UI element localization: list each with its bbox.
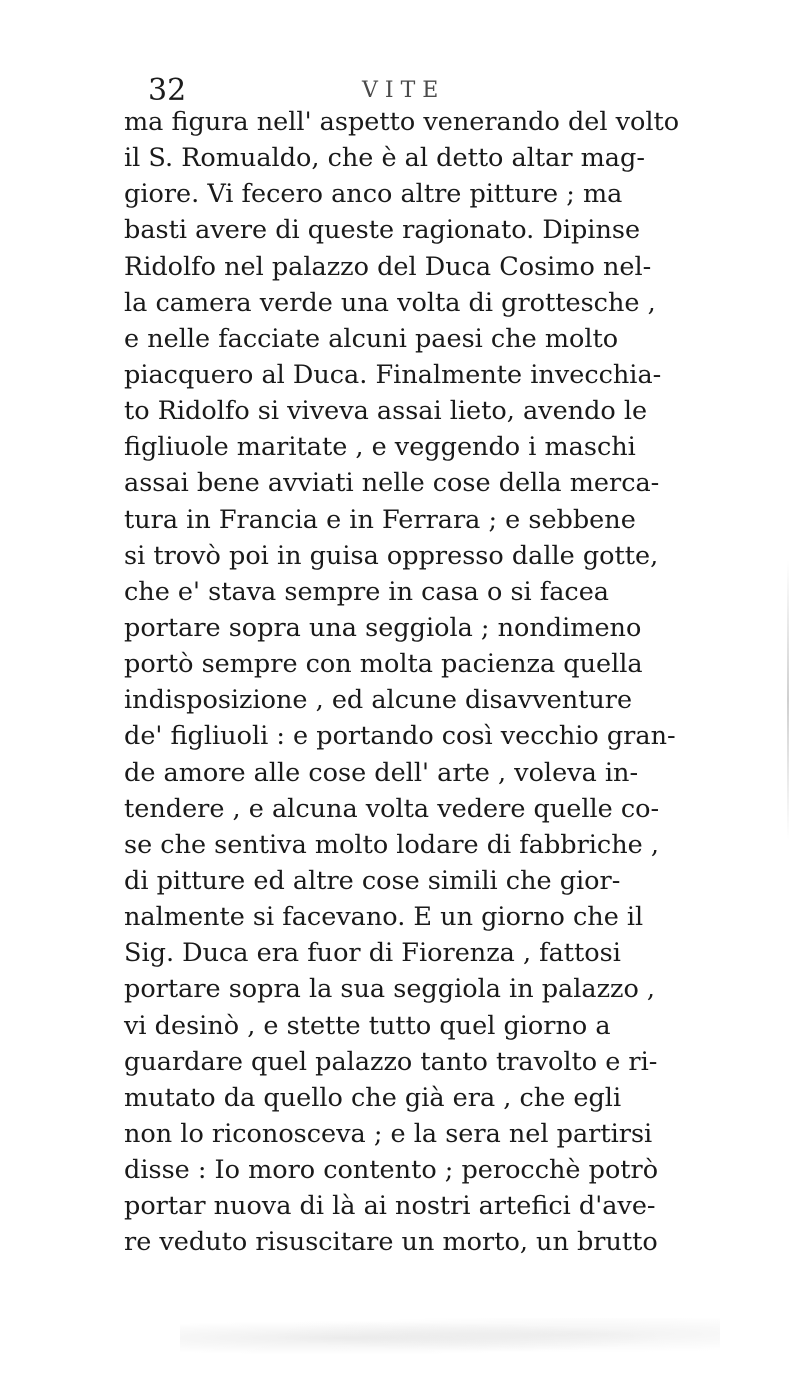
text-line: che e' stava sempre in casa o si facea xyxy=(124,576,610,607)
running-head: VITE xyxy=(362,78,446,103)
text-line: giore. Vi fecero anco altre pitture ; ma xyxy=(124,179,623,210)
text-line: il S. Romualdo, che è al detto altar mag- xyxy=(124,143,645,174)
text-line: vi desinò , e stette tutto quel giorno a xyxy=(124,1010,611,1041)
text-line: basti avere di queste ragionato. Dipinse xyxy=(124,215,641,246)
text-line: Sig. Duca era fuor di Fiorenza , fattosi xyxy=(124,938,621,969)
text-line: portar nuova di là ai nostri artefici d'ave- xyxy=(124,1191,656,1222)
text-line: non lo riconosceva ; e la sera nel partirsi xyxy=(124,1118,653,1149)
text-line: tendere , e alcuna volta vedere quelle co- xyxy=(124,793,660,824)
text-line: si trovò poi in guisa oppresso dalle gotte, xyxy=(124,540,659,571)
text-line: la camera verde una volta di grottesche , xyxy=(124,287,656,318)
text-line: ma figura nell' aspetto venerando del volto xyxy=(124,107,680,137)
text-line: piacquero al Duca. Finalmente invecchia- xyxy=(124,359,662,390)
text-line: se che sentiva molto lodare di fabbriche , xyxy=(124,829,659,860)
text-line: to Ridolfo si viveva assai lieto, avendo le xyxy=(124,396,648,427)
text-line: portare sopra la sua seggiola in palazzo , xyxy=(124,974,656,1005)
text-line: nalmente si facevano. E un giorno che il xyxy=(124,902,644,933)
text-line: re veduto risuscitare un morto, un brutto xyxy=(124,1227,658,1258)
text-line: e nelle facciate alcuni paesi che molto xyxy=(124,323,619,354)
text-line: portare sopra una seggiola ; nondimeno xyxy=(124,612,642,643)
page-edge-shadow xyxy=(787,560,789,840)
text-line: di pitture ed altre cose simili che gior- xyxy=(124,865,621,896)
text-line: tura in Francia e in Ferrara ; e sebbene xyxy=(124,504,636,535)
text-line: figliuole maritate , e veggendo i maschi xyxy=(124,432,636,463)
bleed-through-smudge xyxy=(180,1318,720,1358)
text-line: de amore alle cose dell' arte , voleva in- xyxy=(124,757,639,788)
body-text xyxy=(124,104,798,1261)
page-number: 32 xyxy=(148,73,187,108)
text-line: assai bene avviati nelle cose della merca- xyxy=(124,468,660,499)
text-line: Ridolfo nel palazzo del Duca Cosimo nel- xyxy=(124,251,652,282)
text-line: mutato da quello che già era , che egli xyxy=(124,1082,622,1113)
text-line: portò sempre con molta pacienza quella xyxy=(124,649,643,680)
text-line: guardare quel palazzo tanto travolto e ri- xyxy=(124,1046,658,1077)
text-line: de' figliuoli : e portando così vecchio gran- xyxy=(124,721,676,752)
text-line: disse : Io moro contento ; perocchè potrò xyxy=(124,1155,659,1186)
page-header xyxy=(148,73,668,108)
text-line: indisposizione , ed alcune disavventure xyxy=(124,685,633,716)
